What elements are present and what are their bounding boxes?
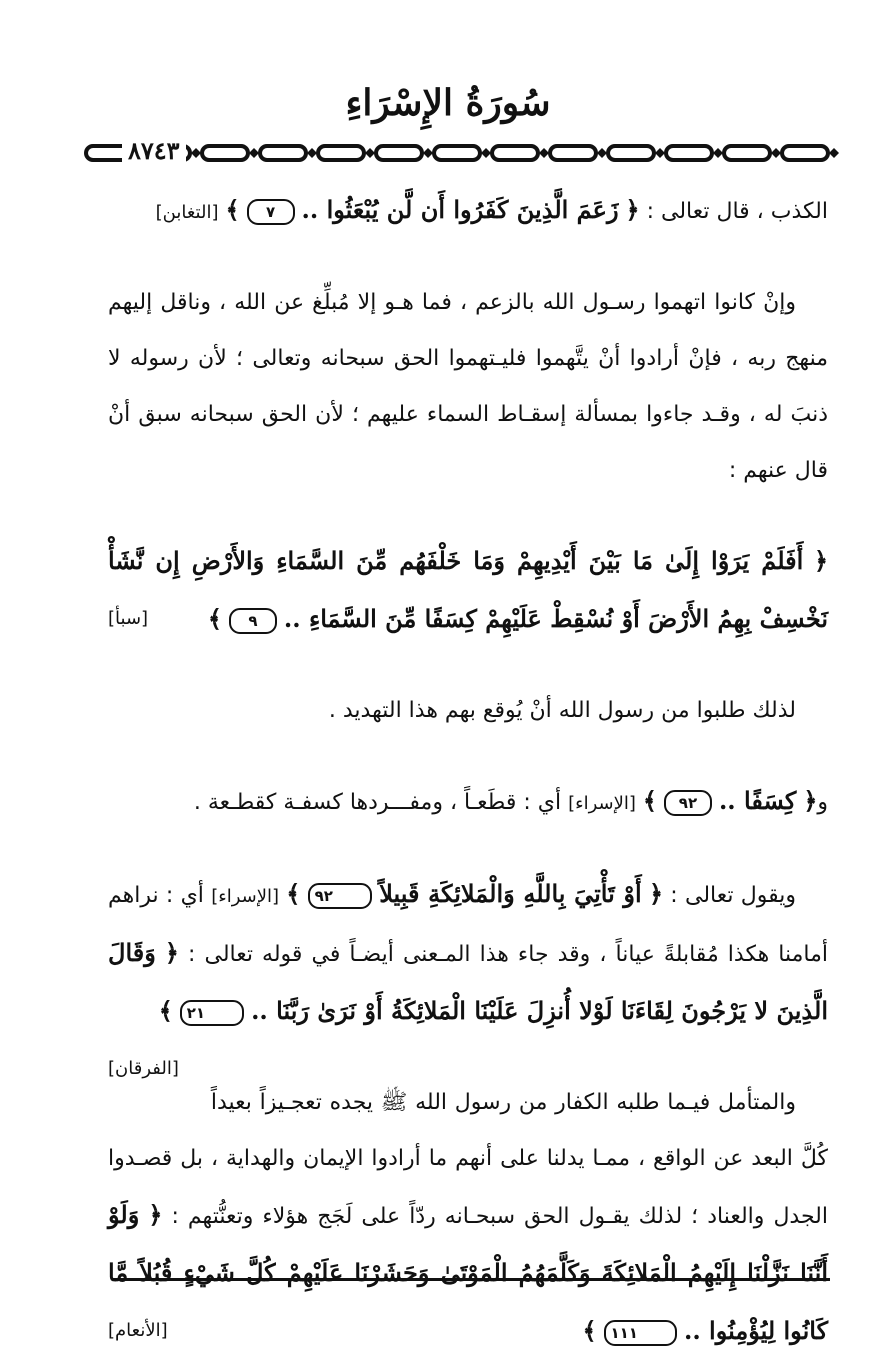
quran-open-bracket: ﴿ xyxy=(164,938,179,967)
text-run: وإنْ كانوا اتهموا رسـول الله بالزعم ، فما هـو إلا مُبلِّغ عن الله ، وناقل إليهم منهج ربه ، فإنْ أرادوا أنْ يتَّهموا فليـتهموا الحق سبحانه وتعالى ؛ لأن رسوله لا ذنبَ له ، وقـد جاءوا بمسألة إسقـاط السماء عليهم ؛ لأن الحق سبحانه سبق أنْ قال عنهم : xyxy=(108,290,828,483)
surah-reference: [الفرقان] xyxy=(108,1058,179,1079)
quran-verse: وَقَالَ الَّذِينَ لا يَرْجُونَ لِقَاءَنَا لَوْلا أُنزِلَ عَلَيْنَا الْمَلائِكَةُ أَوْ نَرَىٰ رَبَّنَا .. xyxy=(108,938,828,1025)
quran-close-bracket: ﴾ xyxy=(158,996,173,1025)
ornament-link xyxy=(434,146,480,160)
footer-rule xyxy=(112,1278,830,1281)
quran-close-bracket: ﴾ xyxy=(642,786,657,815)
ornament-diamond xyxy=(365,148,375,158)
ornament-link xyxy=(202,146,248,160)
ornament-diamond xyxy=(597,148,607,158)
ayah-number-badge: ٧ xyxy=(247,199,295,225)
text-run: ويقول تعالى : xyxy=(663,883,796,908)
ornament-link xyxy=(550,146,596,160)
paragraph-4 xyxy=(108,683,828,739)
ornament-diamond xyxy=(249,148,259,158)
quran-verse: كِسَفًا .. xyxy=(718,786,797,815)
text-run: أي : نراهم أمامنا هكذا مُقابلةً عياناً ، وقد جاء هذا المـعنى أيضـاً في قوله تعالى : xyxy=(108,883,828,967)
ornament-link xyxy=(260,146,306,160)
surah-reference: [الإسراء] xyxy=(568,793,636,814)
ornament-diamond xyxy=(713,148,723,158)
page-number: ٨٧٤٣ xyxy=(122,136,186,166)
text-run: أي : قطَعـاً ، ومفـــردها كسفـة كقطـعة . xyxy=(193,790,562,815)
ornament-diamond xyxy=(539,148,549,158)
ornament-link xyxy=(608,146,654,160)
ornament-diamond xyxy=(307,148,317,158)
quran-open-bracket: ﴿ xyxy=(625,195,640,224)
ornament-link xyxy=(724,146,770,160)
quran-verse: أَفَلَمْ يَرَوْا إِلَىٰ مَا بَيْنَ أَيْدِيهِمْ وَمَا خَلْفَهُم مِّنَ السَّمَاءِ وَالأَرْضِ إِن نَّشَأْ نَخْسِفْ بِهِمُ الأَرْضَ أَوْ نُسْقِطْ عَلَيْهِمْ كِسَفًا مِّنَ السَّمَاءِ .. xyxy=(108,546,828,633)
surah-reference: [سبأ] xyxy=(108,608,149,629)
paragraph-2 xyxy=(108,275,828,499)
text-run: لذلك طلبوا من رسول الله أنْ يُوقع بهم هذا التهديد . xyxy=(328,698,796,723)
paragraph-5 xyxy=(108,773,828,832)
ornamental-divider xyxy=(84,138,852,168)
quran-close-bracket: ﴾ xyxy=(582,1316,597,1345)
quran-open-bracket: ﴿ xyxy=(813,546,828,575)
ornament-link xyxy=(666,146,712,160)
paragraph-7 xyxy=(108,1075,828,1361)
text-run: و xyxy=(817,790,828,815)
page-body xyxy=(108,182,828,1369)
ornament-link xyxy=(492,146,538,160)
quran-verse: زَعَمَ الَّذِينَ كَفَرُوا أَن لَّن يُبْعَثُوا .. xyxy=(301,195,619,224)
quran-verse: وَلَوْ أَنَّنَا نَزَّلْنَا إِلَيْهِمُ الْمَلائِكَةَ وَكَلَّمَهُمُ الْمَوْتَىٰ وَحَشَرْنَا عَلَيْهِمْ كُلَّ شَيْءٍ قُبُلاً مَّا كَانُوا لِيُؤْمِنُوا .. xyxy=(108,1200,828,1345)
surah-reference: [الأنعام] xyxy=(108,1320,168,1341)
ayah-number-badge: ٩ xyxy=(229,608,277,634)
surah-reference: [التغابن] xyxy=(155,202,219,223)
quran-open-bracket: ﴿ xyxy=(803,786,818,815)
quran-verse: أَوْ تَأْتِيَ بِاللَّهِ وَالْمَلائِكَةِ قَبِيلاً xyxy=(379,879,642,908)
quran-close-bracket: ﴾ xyxy=(207,604,222,633)
ayah-number-badge: ٩٢ xyxy=(664,790,712,816)
quran-open-bracket: ﴿ xyxy=(648,879,664,908)
paragraph-1 xyxy=(108,182,828,241)
text-run: والمتأمل فيـما طلبه الكفار من رسول الله ﷺ يجده تعجـيزاً بعيداً كُلَّ البعد عن الواقع ، ممـا يدلنا على أنهم ما أرادوا الإيمان والهداية ، بل قصـدوا الجدل والعناد ؛ لذلك يقـول الحق سبحـانه ردّاً على لَجَج هؤلاء وتعنُّتهم : xyxy=(108,1090,828,1229)
ornament-diamond xyxy=(191,148,201,158)
ornament-link xyxy=(782,146,828,160)
surah-reference: [الإسراء] xyxy=(211,886,279,907)
ayah-number-badge: ٩٢ xyxy=(308,883,372,909)
quran-close-bracket: ﴾ xyxy=(286,879,301,908)
ornament-diamond xyxy=(423,148,433,158)
ornament-diamond xyxy=(771,148,781,158)
ornament-link xyxy=(318,146,364,160)
quran-open-bracket: ﴿ xyxy=(148,1200,163,1229)
ayah-number-badge: ٢١ xyxy=(180,1000,244,1026)
ayah-number-badge: ١١١ xyxy=(604,1320,677,1346)
ornament-link xyxy=(376,146,422,160)
quran-close-bracket: ﴾ xyxy=(225,195,240,224)
paragraph-3 xyxy=(108,533,828,649)
ornament-diamond xyxy=(829,148,839,158)
ornament-diamond xyxy=(655,148,665,158)
surah-title: سُورَةُ الإِسْرَاءِ xyxy=(345,82,551,124)
text-run: الكذب ، قال تعالى : xyxy=(639,199,828,224)
ornament-diamond xyxy=(481,148,491,158)
paragraph-6 xyxy=(108,866,828,1079)
